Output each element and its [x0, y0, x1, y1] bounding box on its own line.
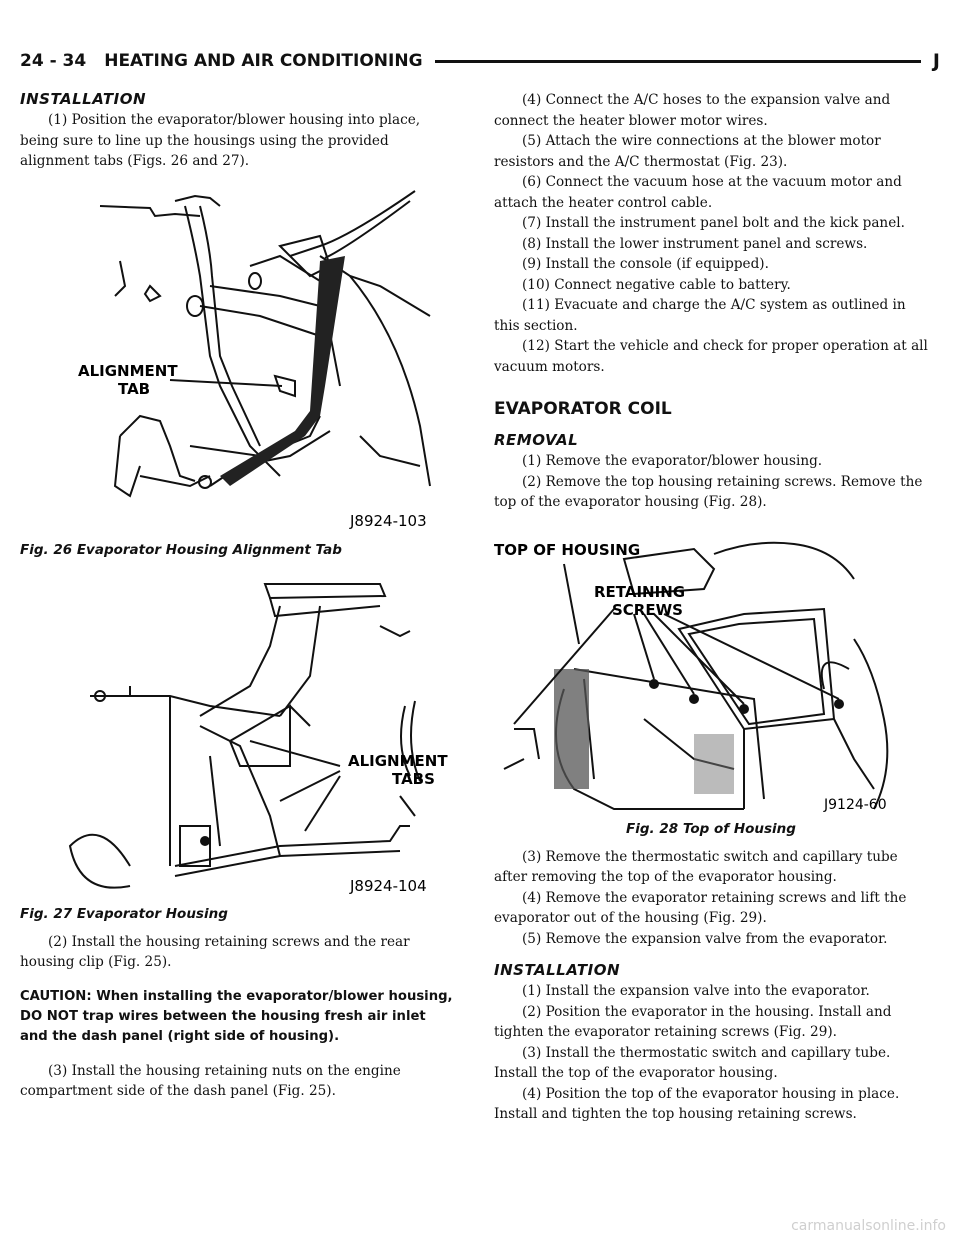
- page-header: [20, 46, 940, 76]
- evap-install-step-4: (4) Position the top of the evaporator housing in place. Install and tighten the top housing retaining screws.: [494, 1085, 900, 1122]
- removal-step-3: (3) Remove the thermostatic switch and capillary tube after removing the top of the evaporator housing.: [494, 848, 898, 885]
- fig28-caption: Fig. 28 Top of Housing: [626, 820, 796, 837]
- install-step-9: (9) Install the console (if equipped).: [522, 256, 769, 272]
- removal-step-1: (1) Remove the evaporator/blower housing.: [522, 453, 823, 469]
- install-step-7: (7) Install the instrument panel bolt and the kick panel.: [522, 215, 905, 231]
- subhead-installation: INSTALLATION: [20, 90, 147, 108]
- right-column: [494, 90, 928, 1125]
- fig27-label: ALIGNMENT: [348, 751, 448, 770]
- figure-26-illustration: [20, 186, 454, 542]
- install-step-5: (5) Attach the wire connections at the blower motor resistors and the A/C thermostat (Fig. 23).: [494, 133, 881, 170]
- step-3: (3) Install the housing retaining nuts on the engine compartment side of the dash panel (Fig. 25).: [20, 1062, 401, 1099]
- evap-install-step-1: (1) Install the expansion valve into the evaporator.: [522, 983, 870, 999]
- install-step-4: (4) Connect the A/C hoses to the expansion valve and connect the heater blower motor wires.: [494, 92, 891, 129]
- evap-install-step-3: (3) Install the thermostatic switch and capillary tube. Install the top of the evaporator housing.: [494, 1044, 891, 1081]
- install-step-8: (8) Install the lower instrument panel and screws.: [522, 235, 868, 252]
- figure-26: [20, 186, 454, 558]
- removal-step-5: (5) Remove the expansion valve from the evaporator.: [522, 930, 888, 947]
- install-step-12: (12) Start the vehicle and check for proper operation at all vacuum motors.: [494, 338, 928, 375]
- left-column: [20, 90, 454, 1102]
- section-evaporator-coil: EVAPORATOR COIL: [494, 399, 672, 419]
- svg-text:TABS: TABS: [392, 769, 435, 788]
- watermark: carmanualsonline.info: [791, 1218, 946, 1234]
- model-letter: J: [932, 50, 940, 72]
- figure-28: [494, 519, 928, 837]
- svg-text:SCREWS: SCREWS: [612, 600, 683, 619]
- step-2: (2) Install the housing retaining screws and the rear housing clip (Fig. 25).: [20, 933, 410, 970]
- svg-text:TAB: TAB: [118, 379, 151, 398]
- section-title: HEATING AND AIR CONDITIONING: [104, 51, 423, 71]
- fig28-code: J9124-60: [824, 796, 887, 813]
- install-step-6: (6) Connect the vacuum hose at the vacuum motor and attach the heater control cable.: [494, 174, 902, 211]
- install-step-11: (11) Evacuate and charge the A/C system as outlined in this section.: [494, 297, 906, 334]
- fig28-label-top: TOP OF HOUSING: [494, 540, 641, 559]
- install-step-10: (10) Connect negative cable to battery.: [522, 276, 791, 293]
- page-number: 24 - 34: [20, 51, 87, 71]
- evap-install-step-2: (2) Position the evaporator in the housing. Install and tighten the evaporator retaining screws (Fig. 29).: [494, 1003, 892, 1040]
- fig26-label: ALIGNMENT: [78, 361, 178, 380]
- subhead-installation-evap: INSTALLATION: [494, 961, 621, 979]
- fig26-leader-line: [170, 380, 282, 386]
- fig27-caption: Fig. 27 Evaporator Housing: [20, 905, 228, 922]
- header-rule: [435, 60, 921, 63]
- figure-28-illustration: [494, 519, 928, 821]
- figure-27: [20, 566, 454, 922]
- step-1: (1) Position the evaporator/blower housing into place, being sure to line up the housings using the provided alignment tabs (Figs. 26 and 27).: [20, 112, 421, 169]
- removal-step-2: (2) Remove the top housing retaining screws. Remove the top of the evaporator housing (Fig. 28).: [494, 473, 923, 510]
- figure-27-illustration: [20, 566, 454, 906]
- caution-note: CAUTION: When installing the evaporator/blower housing, DO NOT trap wires between the housing fresh air inlet and the dash panel (right side of housing).: [20, 988, 453, 1044]
- fig26-code: J8924-103: [350, 511, 427, 530]
- removal-step-4: (4) Remove the evaporator retaining screws and lift the evaporator out of the housing (Fig. 29).: [494, 889, 907, 926]
- fig27-code: J8924-104: [350, 876, 427, 895]
- subhead-removal: REMOVAL: [494, 431, 579, 449]
- fig26-caption: Fig. 26 Evaporator Housing Alignment Tab: [20, 541, 342, 558]
- fig28-label-screws: RETAINING: [594, 582, 686, 601]
